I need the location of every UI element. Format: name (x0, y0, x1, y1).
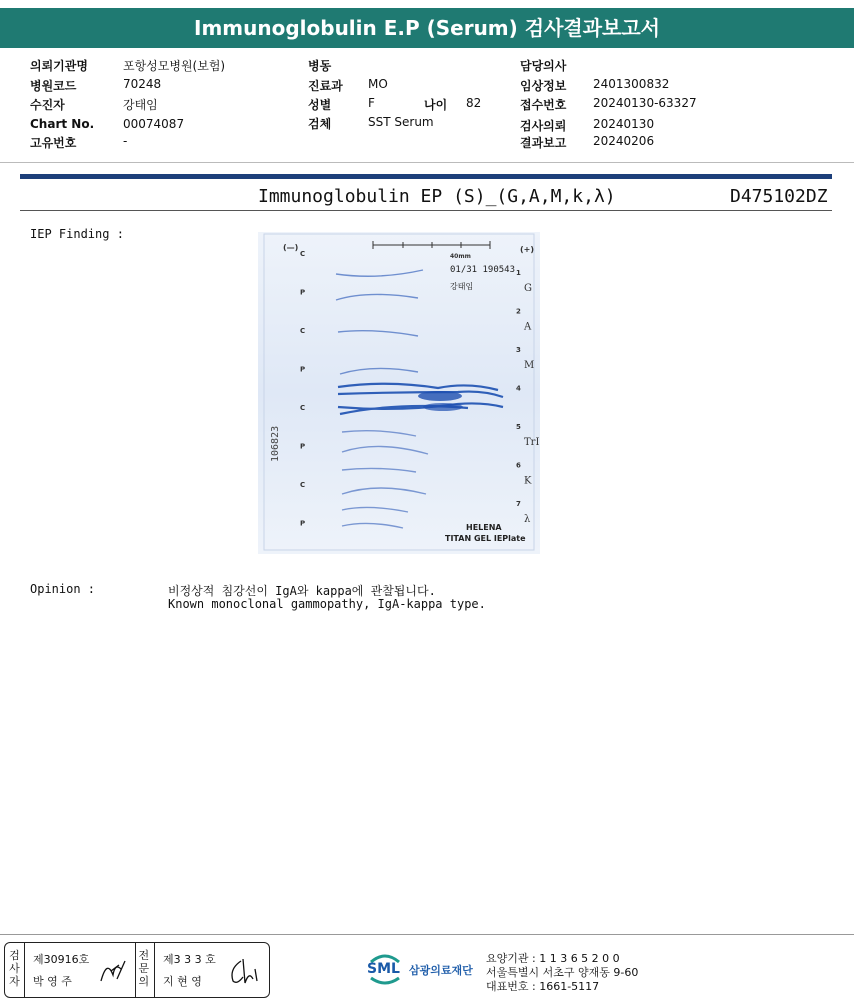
gel-left-mark: C (300, 250, 306, 258)
dept-label: 진료과 (308, 79, 343, 93)
sig2-vertical-label: 전문의 (138, 949, 150, 988)
iep-finding-label: IEP Finding : (30, 227, 124, 241)
footer-divider (0, 934, 854, 935)
gel-left-mark: P (300, 365, 306, 374)
request-value: 20240130 (593, 117, 655, 131)
iep-gel-image (258, 232, 540, 554)
sml-logo (365, 948, 405, 988)
header-divider (0, 162, 854, 163)
code-value: 70248 (123, 77, 162, 91)
gel-left-mark: C (300, 327, 306, 335)
uid-value: - (123, 134, 128, 148)
neg-pole: (—) (283, 243, 299, 252)
brand-titan: TITAN GEL IEPlate (445, 534, 526, 543)
chart-label: Chart No. (30, 117, 95, 131)
sex-label: 성별 (308, 98, 332, 112)
test-name: Immunoglobulin EP (S)_(G,A,M,k,λ) (258, 186, 616, 207)
gel-lane-letter: G (524, 283, 532, 294)
footer-line-2: 서울특별시 서초구 양재동 9-60 (486, 966, 639, 979)
footer-line-1: 요양기관 : 1 1 3 6 5 2 0 0 (486, 952, 620, 965)
opinion-label: Opinion : (30, 582, 96, 596)
org-name: 삼광의료재단 (409, 964, 473, 977)
sig2-number: 제3 3 3 호 (163, 953, 216, 966)
report-label: 결과보고 (520, 136, 567, 150)
scale-label: 40mm (450, 253, 471, 260)
gel-lane-letter: K (524, 475, 532, 487)
gel-lane-number: 4 (516, 384, 521, 393)
gel-left-mark: P (300, 442, 306, 451)
clinical-value: 2401300832 (593, 77, 670, 91)
name-label: 수진자 (30, 98, 65, 112)
gel-lane-number: 3 (516, 346, 521, 354)
ward-label: 병동 (308, 59, 332, 73)
gel-left-mark: C (300, 404, 306, 412)
section-rule (20, 174, 832, 179)
gel-left-mark: C (300, 481, 306, 489)
reception-label: 접수번호 (520, 98, 567, 112)
sig1-number: 제30916호 (33, 953, 90, 966)
inst-value: 포항성모병원(보험) (123, 59, 226, 73)
footer-line-3: 대표번호 : 1661-5117 (486, 980, 600, 993)
gel-lane-number: 7 (516, 500, 521, 508)
plate-id: 106823 (270, 425, 281, 462)
specimen-label: 검체 (308, 117, 332, 131)
gel-lane-letter: M (524, 360, 535, 371)
sig2-name: 지 현 영 (163, 975, 202, 988)
gel-lane-number: 1 (516, 269, 521, 277)
logo-text: SML (367, 961, 400, 977)
pos-pole: (+) (520, 245, 535, 254)
gel-lane-number: 2 (516, 307, 521, 316)
dept-value: MO (368, 77, 388, 91)
report-value: 20240206 (593, 134, 655, 148)
gel-lane-number: 5 (516, 423, 521, 431)
gel-lane-letter: λ (524, 514, 531, 525)
signature-box (4, 942, 270, 998)
gel-lane-letter: TrI (524, 437, 540, 448)
gel-lane-number: 6 (516, 461, 521, 470)
plate-date: 01/31 190543 (450, 265, 516, 275)
test-code: D475102DZ (730, 186, 828, 207)
name-value: 강태임 (123, 98, 158, 112)
gel-lane-letter: A (524, 321, 532, 333)
sex-value: F (368, 96, 375, 110)
brand-helena: HELENA (466, 523, 502, 532)
doctor-label: 담당의사 (520, 59, 567, 73)
chart-value: 00074087 (123, 117, 185, 131)
opinion-line-1: 비정상적 침강선이 IgA와 kappa에 관찰됩니다. (168, 584, 436, 598)
specimen-value: SST Serum (368, 115, 434, 129)
inst-label: 의뢰기관명 (30, 59, 88, 73)
sig1-vertical-label: 검사자 (9, 949, 20, 988)
signature-2-icon (225, 955, 261, 987)
clinical-label: 임상정보 (520, 79, 567, 93)
signature-1-icon (97, 955, 129, 985)
gel-left-mark: P (300, 288, 306, 297)
age-label: 나이 (424, 98, 448, 112)
section-rule-bottom (20, 210, 832, 211)
plate-name: 강태임 (450, 282, 474, 291)
opinion-line-2: Known monoclonal gammopathy, IgA-kappa type. (168, 597, 486, 611)
reception-value: 20240130-63327 (593, 96, 697, 110)
code-label: 병원코드 (30, 79, 77, 93)
report-title: Immunoglobulin E.P (Serum) 검사결과보고서 (0, 8, 854, 48)
uid-label: 고유번호 (30, 136, 77, 150)
gel-left-mark: P (300, 519, 306, 528)
sig1-name: 박 영 주 (33, 975, 72, 988)
request-label: 검사의뢰 (520, 119, 567, 133)
age-value: 82 (466, 96, 482, 110)
